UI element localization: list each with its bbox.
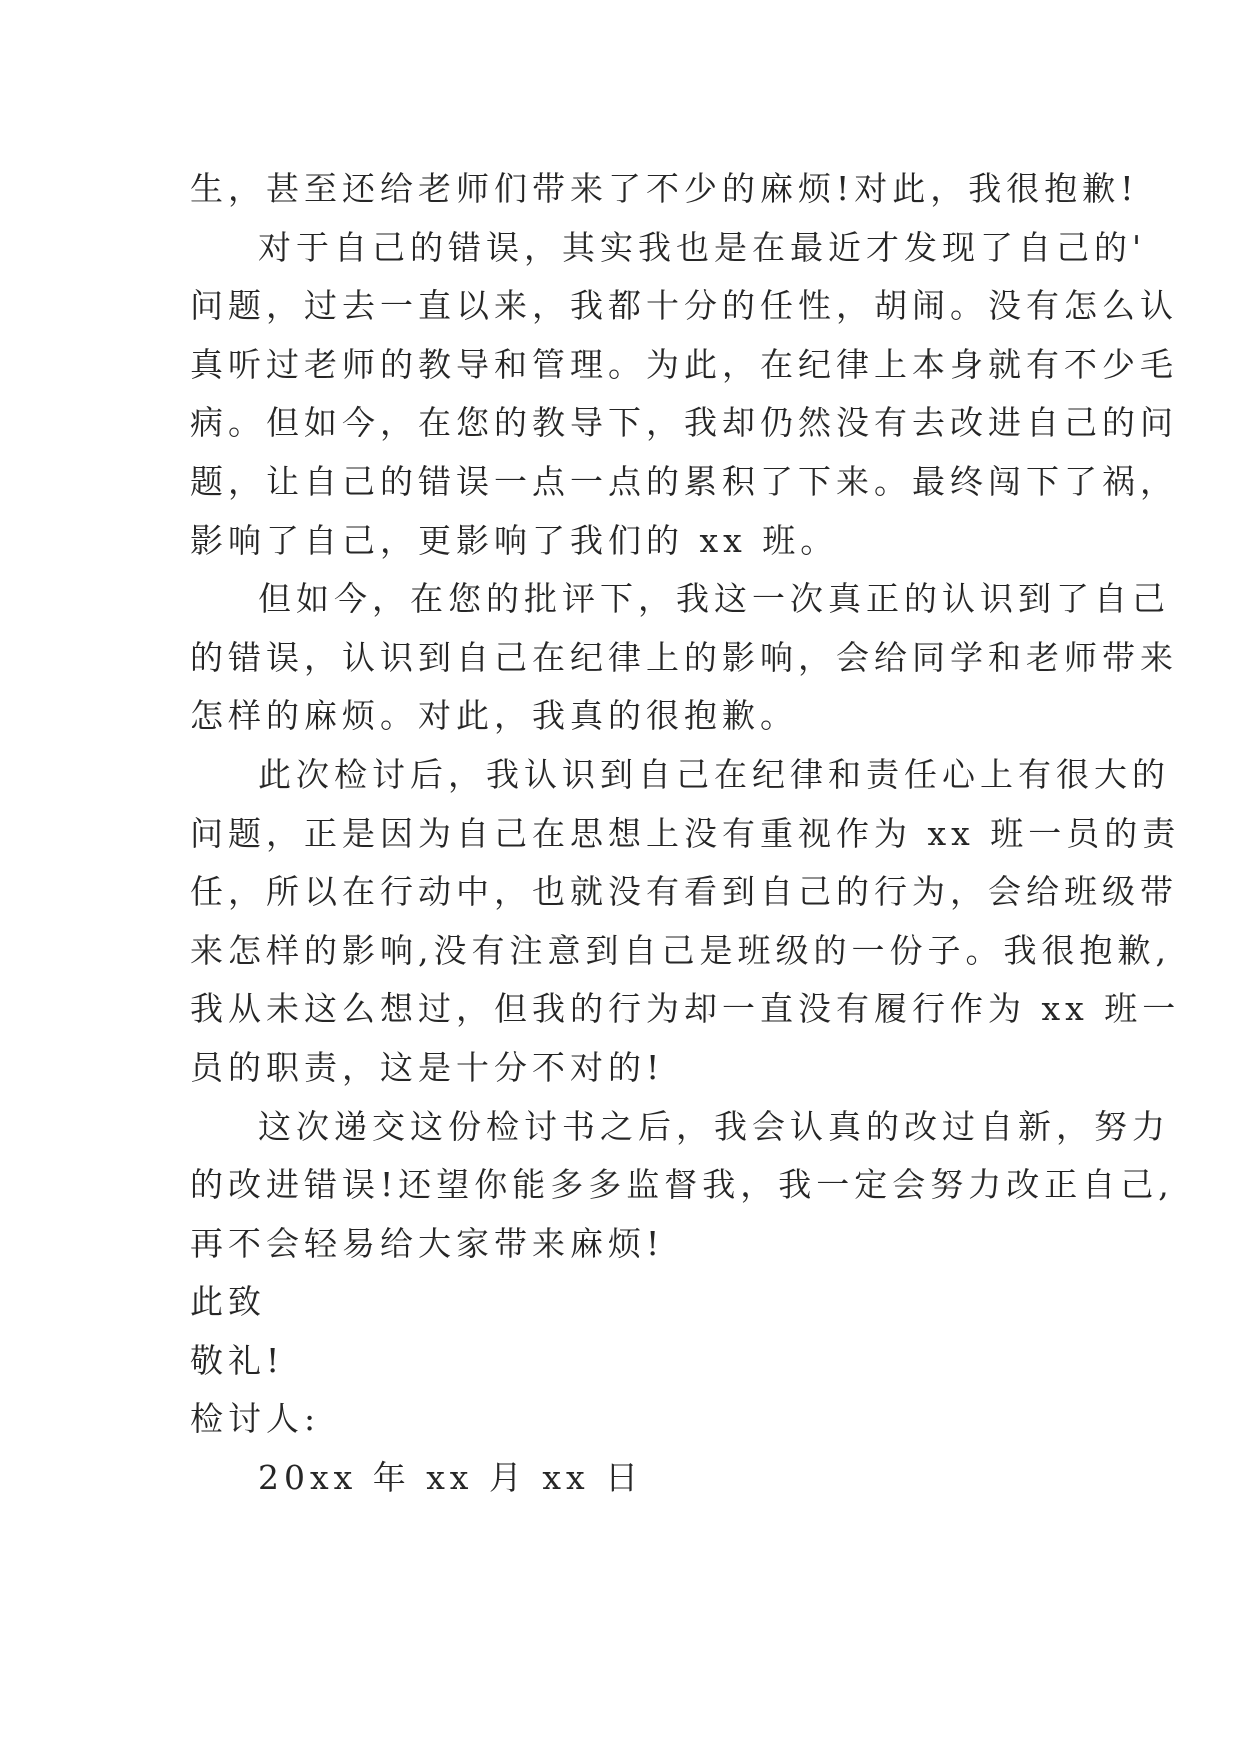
body-line: 员的职责，这是十分不对的! [190,1047,665,1087]
closing-respect: 敬礼! [190,1340,285,1380]
body-line: 生，甚至还给老师们带来了不少的麻烦!对此，我很抱歉! [190,169,1139,208]
body-line: 问题，过去一直以来，我都十分的任性，胡闹。没有怎么认 [190,286,1178,326]
paragraph-start-line: 此次检讨后，我认识到自己在纪律和责任心上有很大的 [258,754,1170,794]
body-line: 的改进错误!还望你能多多监督我，我一定会努力改正自己, [190,1165,1174,1205]
body-line: 题，让自己的错误一点一点的累积了下来。最终闯下了祸， [190,461,1178,501]
body-line: 再不会轻易给大家带来麻烦! [190,1223,665,1263]
closing-salutation: 此致 [190,1282,266,1322]
document-date: 20xx 年 xx 月 xx 日 [258,1458,644,1498]
body-line: 的错误，认识到自己在纪律上的影响，会给同学和老师带来 [190,637,1178,677]
body-line: 我从未这么想过，但我的行为却一直没有履行作为 xx 班一 [190,989,1181,1029]
body-line: 影响了自己，更影响了我们的 xx 班。 [190,520,839,560]
body-line: 怎样的麻烦。对此，我真的很抱歉。 [190,696,798,736]
body-line: 真听过老师的教导和管理。为此，在纪律上本身就有不少毛 [190,344,1178,384]
paragraph-start-line: 但如今，在您的批评下，我这一次真正的认识到了自己 [258,579,1170,619]
body-line: 任，所以在行动中，也就没有看到自己的行为，会给班级带 [190,872,1178,912]
signature-label: 检讨人: [190,1399,321,1439]
body-line: 来怎样的影响,没有注意到自己是班级的一份子。我很抱歉, [190,930,1171,970]
body-line: 问题，正是因为自己在思想上没有重视作为 xx 班一员的责 [190,813,1181,853]
paragraph-start-line: 这次递交这份检讨书之后，我会认真的改过自新，努力 [258,1106,1170,1146]
document-body [190,160,1181,1508]
paragraph-start-line: 对于自己的错误，其实我也是在最近才发现了自己的' [258,227,1147,267]
body-line: 病。但如今，在您的教导下，我却仍然没有去改进自己的问 [190,403,1178,443]
